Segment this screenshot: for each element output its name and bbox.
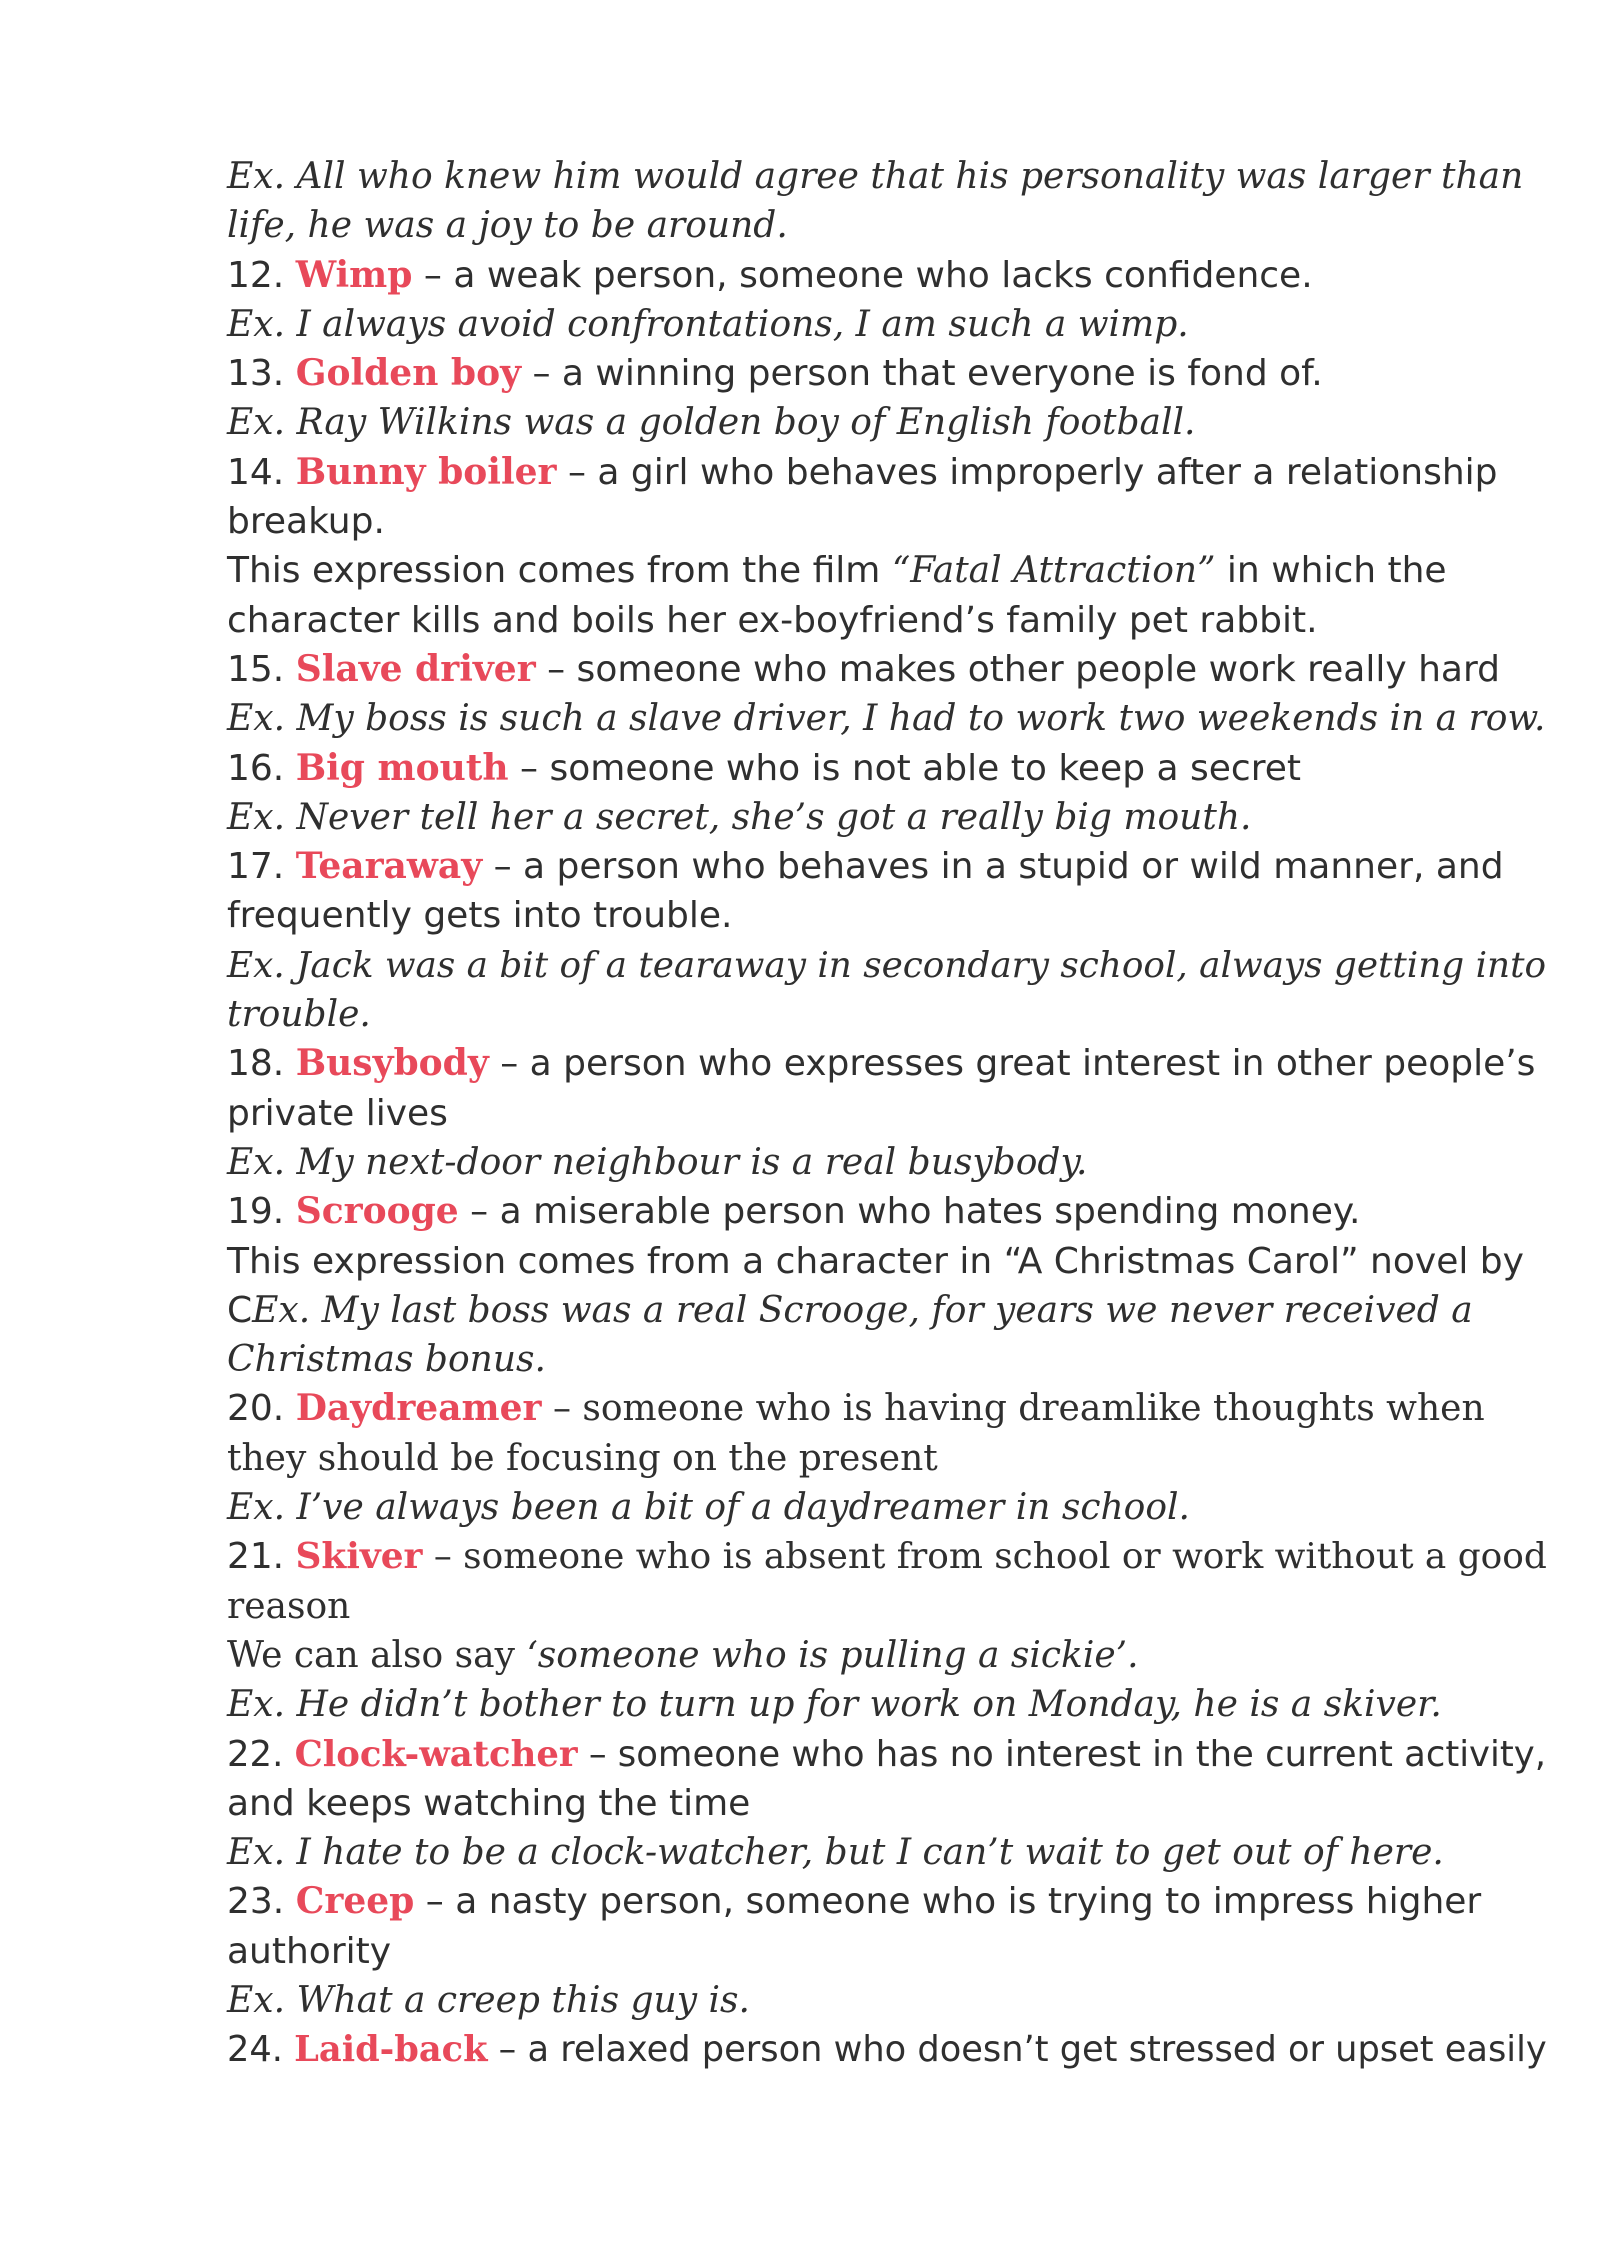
body-text: – a person who behaves in a stupid or wild manner, and: [482, 846, 1504, 888]
body-text: – someone who has no interest in the current activity,: [577, 1733, 1546, 1775]
example-text: Ex. Ray Wilkins was a golden boy of English football.: [227, 402, 1196, 444]
text-line: [227, 546, 1527, 595]
text-line: [227, 349, 1527, 398]
text-line: [227, 1138, 1527, 1187]
term-keyword: Skiver: [295, 1535, 423, 1578]
body-text: – a relaxed person who doesn’t get stressed or upset easily: [487, 2029, 1547, 2071]
example-text: “Fatal Attraction”: [891, 550, 1216, 592]
term-keyword: Scrooge: [295, 1190, 459, 1233]
body-text: and keeps watching the time: [227, 1782, 751, 1824]
text-line: [227, 596, 1527, 645]
body-text: 12.: [227, 254, 296, 296]
example-text: trouble.: [227, 994, 371, 1036]
body-text: frequently gets into trouble.: [227, 895, 733, 937]
body-text: – someone who is having dreamlike thoughts when: [541, 1388, 1485, 1430]
term-keyword: Wimp: [295, 253, 413, 296]
term-keyword: Slave driver: [295, 647, 536, 690]
body-text: breakup.: [227, 501, 385, 543]
term-keyword: Tearaway: [295, 845, 483, 888]
text-line: [227, 1434, 1527, 1483]
example-text: Ex. My next-door neighbour is a real busybody.: [227, 1141, 1088, 1183]
text-line: [227, 1582, 1527, 1631]
term-keyword: Busybody: [295, 1042, 489, 1085]
text-line: [227, 1631, 1527, 1680]
example-text: Ex. Never tell her a secret, she’s got a really big mouth.: [227, 796, 1252, 838]
text-line: [227, 497, 1527, 546]
text-line: [227, 398, 1527, 447]
body-text: We can also say: [227, 1634, 527, 1676]
body-text: 20.: [227, 1388, 296, 1430]
text-line: [227, 1680, 1527, 1729]
body-text: in which the: [1215, 550, 1447, 592]
text-line: [227, 744, 1527, 793]
text-line: [227, 300, 1527, 349]
text-line: [227, 1039, 1536, 1088]
body-text: – someone who is not able to keep a secret: [508, 747, 1301, 789]
body-text: 18.: [227, 1043, 296, 1085]
text-line: [227, 1089, 1527, 1138]
text-line: [227, 2025, 1547, 2074]
document-page: [227, 152, 1547, 2075]
body-text: 14.: [227, 451, 296, 493]
body-text: 23.: [227, 1881, 296, 1923]
text-line: [227, 201, 1527, 250]
text-line: [227, 448, 1527, 497]
text-line: [227, 1483, 1527, 1532]
body-text: 16.: [227, 747, 296, 789]
text-line: [227, 1187, 1527, 1236]
body-text: – a winning person that everyone is fond of.: [521, 353, 1323, 395]
text-line: [227, 941, 1547, 990]
text-line: [227, 891, 1527, 940]
text-line: [227, 1976, 1527, 2025]
body-text: – a nasty person, someone who is trying to impress higher: [414, 1881, 1482, 1923]
term-keyword: Daydreamer: [295, 1387, 542, 1430]
body-text: 24.: [227, 2029, 295, 2071]
body-text: – a girl who behaves improperly after a relationship: [556, 451, 1498, 493]
text-line: [227, 645, 1527, 694]
term-keyword: Clock-watcher: [294, 1733, 578, 1775]
text-line: [227, 1828, 1527, 1877]
body-text: private lives: [227, 1092, 448, 1134]
body-text: – someone who makes other people work really hard: [535, 648, 1501, 690]
text-line: [227, 694, 1546, 743]
body-text: 19.: [227, 1191, 296, 1233]
example-text: Ex. I’ve always been a bit of a daydreamer in school.: [227, 1487, 1190, 1529]
term-keyword: Laid-back: [294, 2029, 488, 2071]
example-text: Ex. My boss is such a slave driver, I had to work two weekends in a row.: [227, 698, 1546, 740]
term-keyword: Big mouth: [295, 746, 509, 789]
text-line: [227, 793, 1527, 842]
example-text: Christmas bonus.: [227, 1339, 546, 1381]
example-text: Ex. I hate to be a clock-watcher, but I can’t wait to get out of here.: [227, 1832, 1444, 1874]
body-text: character kills and boils her ex-boyfriend’s family pet rabbit.: [227, 599, 1318, 641]
example-text: ‘someone who is pulling a sickie’.: [526, 1634, 1139, 1676]
text-line: [227, 1237, 1527, 1286]
text-line: [227, 1779, 1527, 1828]
text-line: [227, 1877, 1527, 1926]
text-line: [227, 1532, 1547, 1581]
term-keyword: Bunny boiler: [295, 450, 557, 493]
text-line: [227, 251, 1527, 300]
text-line: [227, 1927, 1527, 1976]
body-text: they should be focusing on the present: [227, 1437, 938, 1479]
example-text: Ex. Jack was a bit of a tearaway in secondary school, always getting into: [227, 944, 1547, 986]
body-text: – a person who expresses great interest in other people’s: [488, 1043, 1536, 1085]
body-text: reason: [227, 1585, 351, 1627]
body-text: This expression comes from the film: [227, 550, 892, 592]
term-keyword: Golden boy: [295, 352, 522, 395]
text-line: [227, 1730, 1546, 1779]
example-text: Ex. I always avoid confrontations, I am such a wimp.: [227, 303, 1189, 345]
example-text: life, he was a joy to be around.: [227, 205, 788, 247]
body-text: – someone who is absent from school or work without a good: [422, 1536, 1547, 1578]
text-line: [227, 1384, 1527, 1433]
body-text: This expression comes from a character in “A Christmas Carol” novel by: [227, 1240, 1524, 1282]
body-text: – a weak person, someone who lacks confidence.: [412, 254, 1313, 296]
body-text: 15.: [227, 648, 296, 690]
example-text: Ex. He didn’t bother to turn up for work on Monday, he is a skiver.: [227, 1684, 1442, 1726]
example-text: Ex. My last boss was a real Scrooge, for years we never received a: [252, 1289, 1473, 1331]
text-line: [227, 842, 1527, 891]
body-text: – a miserable person who hates spending money.: [458, 1191, 1361, 1233]
term-keyword: Creep: [295, 1880, 415, 1923]
body-text: C: [227, 1289, 253, 1331]
body-text: 17.: [227, 846, 296, 888]
example-text: Ex. All who knew him would agree that his personality was larger than: [227, 156, 1524, 197]
body-text: 22.: [227, 1733, 295, 1775]
example-text: Ex. What a creep this guy is.: [227, 1979, 750, 2021]
body-text: 13.: [227, 353, 296, 395]
text-line: [227, 152, 1527, 201]
text-line: [227, 990, 1527, 1039]
text-line: [227, 1335, 1527, 1384]
text-line: [227, 1286, 1527, 1335]
body-text: authority: [227, 1930, 392, 1972]
body-text: 21.: [227, 1536, 296, 1578]
